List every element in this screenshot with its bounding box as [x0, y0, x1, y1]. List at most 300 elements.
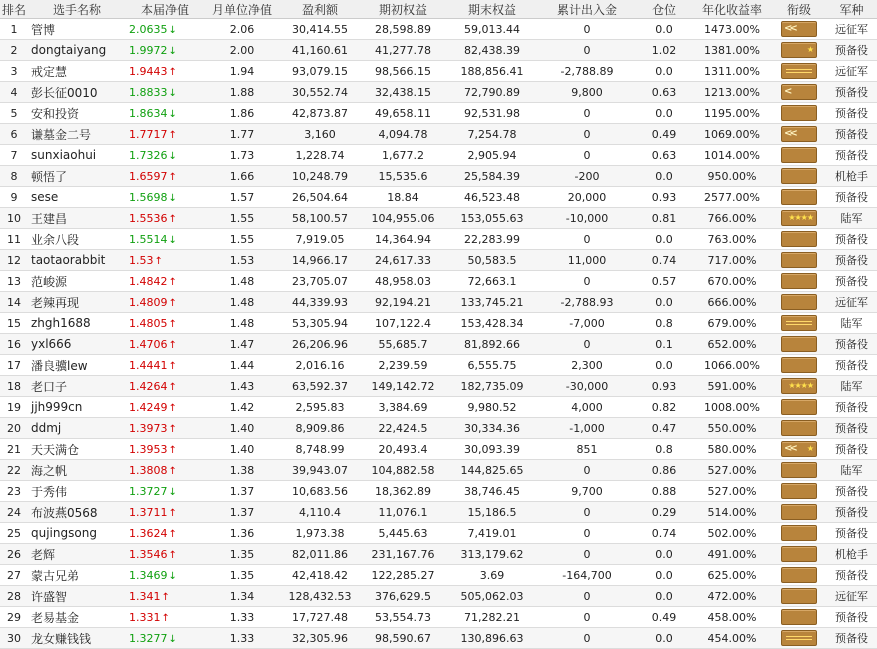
nav-value: 1.6597 — [129, 169, 168, 183]
cell-profit: 17,727.48 — [280, 607, 360, 628]
table-row[interactable] — [0, 397, 877, 418]
cell-nav — [126, 229, 204, 250]
table-row[interactable] — [0, 355, 877, 376]
cell-rank: 22 — [0, 460, 28, 481]
table-row[interactable] — [0, 418, 877, 439]
cell-player-name[interactable]: sunxiaohui — [28, 145, 126, 166]
col-monthly-nav[interactable]: 月单位净值 — [204, 0, 280, 19]
cell-player-name[interactable]: 老易基金 — [28, 607, 126, 628]
cell-player-name[interactable]: 海之帆 — [28, 460, 126, 481]
cell-position: 0.0 — [636, 166, 692, 187]
cell-branch: 预备役 — [826, 355, 877, 376]
nav-value: 1.341 — [129, 589, 161, 603]
rank-insignia-icon — [781, 273, 817, 289]
nav-value: 1.4805 — [129, 316, 168, 330]
cell-rank: 2 — [0, 40, 28, 61]
cell-annual-return: 670.00% — [692, 271, 772, 292]
cell-rank-badge — [772, 313, 826, 334]
cell-profit: 4,110.4 — [280, 502, 360, 523]
cell-position: 0.49 — [636, 124, 692, 145]
cell-player-name[interactable]: 王建昌 — [28, 208, 126, 229]
cell-rank-badge — [772, 61, 826, 82]
cell-start-equity: 107,122.4 — [360, 313, 446, 334]
cell-nav — [126, 166, 204, 187]
cell-rank-badge — [772, 502, 826, 523]
nav-value: 1.7326 — [129, 148, 168, 162]
cell-rank-badge — [772, 292, 826, 313]
cell-branch: 预备役 — [826, 103, 877, 124]
down-arrow-icon: ↓ — [168, 570, 177, 582]
cell-player-name[interactable]: zhgh1688 — [28, 313, 126, 334]
col-rank[interactable]: 排名 — [0, 0, 28, 19]
cell-player-name[interactable]: 戒定慧 — [28, 61, 126, 82]
cell-branch: 预备役 — [826, 439, 877, 460]
up-arrow-icon: ↑ — [161, 591, 170, 603]
cell-nav — [126, 82, 204, 103]
cell-profit: 58,100.57 — [280, 208, 360, 229]
nav-value: 1.53 — [129, 253, 154, 267]
cell-branch: 远征军 — [826, 586, 877, 607]
table-row[interactable] — [0, 40, 877, 61]
cell-profit: 3,160 — [280, 124, 360, 145]
col-nav[interactable]: 本届净值 — [126, 0, 204, 19]
cell-nav — [126, 187, 204, 208]
down-arrow-icon: ↓ — [168, 108, 177, 120]
table-row[interactable] — [0, 523, 877, 544]
cell-end-equity: 130,896.63 — [446, 628, 538, 649]
cell-cash-flow: -2,788.89 — [538, 61, 636, 82]
up-arrow-icon: ↑ — [168, 129, 177, 141]
cell-annual-return: 580.00% — [692, 439, 772, 460]
cell-rank: 3 — [0, 61, 28, 82]
col-end-equity[interactable]: 期末权益 — [446, 0, 538, 19]
cell-profit: 32,305.96 — [280, 628, 360, 649]
cell-end-equity: 30,334.36 — [446, 418, 538, 439]
cell-end-equity: 313,179.62 — [446, 544, 538, 565]
cell-monthly-nav: 1.86 — [204, 103, 280, 124]
nav-value: 1.3277 — [129, 631, 168, 645]
cell-start-equity: 104,882.58 — [360, 460, 446, 481]
cell-profit: 8,909.86 — [280, 418, 360, 439]
cell-monthly-nav: 1.33 — [204, 628, 280, 649]
table-row[interactable] — [0, 82, 877, 103]
col-start-equity[interactable]: 期初权益 — [360, 0, 446, 19]
cell-rank: 29 — [0, 607, 28, 628]
cell-annual-return: 766.00% — [692, 208, 772, 229]
cell-cash-flow: -200 — [538, 166, 636, 187]
cell-rank-badge — [772, 565, 826, 586]
col-position[interactable]: 仓位 — [636, 0, 692, 19]
cell-start-equity: 15,535.6 — [360, 166, 446, 187]
cell-profit: 30,552.74 — [280, 82, 360, 103]
cell-nav — [126, 586, 204, 607]
cell-position: 0.0 — [636, 628, 692, 649]
cell-branch: 预备役 — [826, 523, 877, 544]
cell-monthly-nav: 1.34 — [204, 586, 280, 607]
cell-player-name[interactable]: 布波燕0568 — [28, 502, 126, 523]
cell-cash-flow: 11,000 — [538, 250, 636, 271]
cell-profit: 63,592.37 — [280, 376, 360, 397]
cell-end-equity: 81,892.66 — [446, 334, 538, 355]
up-arrow-icon: ↑ — [168, 465, 177, 477]
nav-value: 1.3546 — [129, 547, 168, 561]
table-row[interactable] — [0, 481, 877, 502]
table-row[interactable] — [0, 439, 877, 460]
cell-position: 0.57 — [636, 271, 692, 292]
cell-start-equity: 122,285.27 — [360, 565, 446, 586]
cell-end-equity: 59,013.44 — [446, 19, 538, 40]
cell-branch: 预备役 — [826, 397, 877, 418]
cell-annual-return: 1473.00% — [692, 19, 772, 40]
nav-value: 1.4809 — [129, 295, 168, 309]
cell-player-name[interactable]: 安和投资 — [28, 103, 126, 124]
cell-rank-badge — [772, 271, 826, 292]
cell-rank-badge — [772, 607, 826, 628]
cell-position: 0.1 — [636, 334, 692, 355]
cell-annual-return: 1381.00% — [692, 40, 772, 61]
cell-end-equity: 72,663.1 — [446, 271, 538, 292]
cell-rank-badge — [772, 187, 826, 208]
cell-player-name[interactable]: 谦墓金二号 — [28, 124, 126, 145]
cell-player-name[interactable]: 范峻源 — [28, 271, 126, 292]
cell-nav — [126, 208, 204, 229]
cell-branch: 陆军 — [826, 376, 877, 397]
cell-monthly-nav: 1.88 — [204, 82, 280, 103]
cell-end-equity: 153,428.34 — [446, 313, 538, 334]
rank-insignia-icon — [781, 336, 817, 352]
cell-monthly-nav: 1.44 — [204, 355, 280, 376]
cell-player-name[interactable]: 潘良骥lew — [28, 355, 126, 376]
cell-cash-flow: 0 — [538, 124, 636, 145]
down-arrow-icon: ↓ — [168, 234, 177, 246]
cell-position: 0.0 — [636, 103, 692, 124]
table-row[interactable] — [0, 334, 877, 355]
table-row[interactable] — [0, 250, 877, 271]
nav-value: 1.4249 — [129, 400, 168, 414]
cell-profit: 42,418.42 — [280, 565, 360, 586]
cell-start-equity: 92,194.21 — [360, 292, 446, 313]
table-row[interactable] — [0, 187, 877, 208]
cell-player-name[interactable]: 天天满仓 — [28, 439, 126, 460]
cell-annual-return: 2577.00% — [692, 187, 772, 208]
table-row[interactable] — [0, 124, 877, 145]
cell-cash-flow: 20,000 — [538, 187, 636, 208]
cell-player-name[interactable]: sese — [28, 187, 126, 208]
cell-cash-flow: 2,300 — [538, 355, 636, 376]
cell-rank: 24 — [0, 502, 28, 523]
down-arrow-icon: ↓ — [168, 633, 177, 645]
cell-start-equity: 18.84 — [360, 187, 446, 208]
cell-annual-return: 950.00% — [692, 166, 772, 187]
cell-cash-flow: 0 — [538, 523, 636, 544]
cell-annual-return: 491.00% — [692, 544, 772, 565]
cell-branch: 预备役 — [826, 334, 877, 355]
cell-cash-flow: 9,700 — [538, 481, 636, 502]
cell-end-equity: 25,584.39 — [446, 166, 538, 187]
cell-rank: 13 — [0, 271, 28, 292]
nav-value: 1.5698 — [129, 190, 168, 204]
nav-value: 1.8634 — [129, 106, 168, 120]
nav-value: 1.9443 — [129, 64, 168, 78]
cell-player-name[interactable]: yxl666 — [28, 334, 126, 355]
cell-branch: 预备役 — [826, 250, 877, 271]
cell-cash-flow: -2,788.93 — [538, 292, 636, 313]
cell-monthly-nav: 1.57 — [204, 187, 280, 208]
cell-end-equity: 15,186.5 — [446, 502, 538, 523]
down-arrow-icon: ↓ — [168, 24, 177, 36]
cell-branch: 预备役 — [826, 418, 877, 439]
cell-cash-flow: -7,000 — [538, 313, 636, 334]
cell-end-equity: 6,555.75 — [446, 355, 538, 376]
nav-value: 1.3711 — [129, 505, 168, 519]
cell-rank-badge — [772, 19, 826, 40]
cell-player-name[interactable]: 老口子 — [28, 376, 126, 397]
cell-player-name[interactable]: 彭长征0010 — [28, 82, 126, 103]
cell-position: 0.63 — [636, 82, 692, 103]
cell-end-equity: 7,254.78 — [446, 124, 538, 145]
cell-annual-return: 666.00% — [692, 292, 772, 313]
cell-monthly-nav: 1.94 — [204, 61, 280, 82]
cell-end-equity: 144,825.65 — [446, 460, 538, 481]
cell-branch: 预备役 — [826, 82, 877, 103]
cell-nav — [126, 250, 204, 271]
cell-start-equity: 376,629.5 — [360, 586, 446, 607]
cell-start-equity: 149,142.72 — [360, 376, 446, 397]
cell-nav — [126, 40, 204, 61]
rank-insignia-icon — [781, 462, 817, 478]
cell-rank-badge — [772, 355, 826, 376]
cell-profit: 128,432.53 — [280, 586, 360, 607]
table-row[interactable] — [0, 166, 877, 187]
table-row[interactable] — [0, 61, 877, 82]
table-row[interactable] — [0, 460, 877, 481]
table-row[interactable] — [0, 271, 877, 292]
table-row[interactable] — [0, 208, 877, 229]
rank-insignia-icon: << ★ — [781, 441, 817, 457]
cell-position: 0.8 — [636, 439, 692, 460]
cell-cash-flow: -10,000 — [538, 208, 636, 229]
cell-rank: 19 — [0, 397, 28, 418]
table-row[interactable] — [0, 103, 877, 124]
rank-insignia-icon: < — [781, 84, 817, 100]
cell-rank-badge — [772, 250, 826, 271]
cell-start-equity: 18,362.89 — [360, 481, 446, 502]
cell-player-name[interactable]: 管博 — [28, 19, 126, 40]
nav-value: 2.0635 — [129, 22, 168, 36]
cell-annual-return: 717.00% — [692, 250, 772, 271]
table-row[interactable] — [0, 544, 877, 565]
cell-cash-flow: 9,800 — [538, 82, 636, 103]
cell-player-name[interactable]: 老辉 — [28, 544, 126, 565]
table-row[interactable] — [0, 292, 877, 313]
up-arrow-icon: ↑ — [168, 171, 177, 183]
nav-value: 1.3727 — [129, 484, 168, 498]
cell-player-name[interactable]: 顿悟了 — [28, 166, 126, 187]
cell-cash-flow: 0 — [538, 460, 636, 481]
cell-profit: 1,973.38 — [280, 523, 360, 544]
cell-monthly-nav: 1.36 — [204, 523, 280, 544]
cell-player-name[interactable]: 蒙古兄弟 — [28, 565, 126, 586]
cell-profit: 2,016.16 — [280, 355, 360, 376]
nav-value: 1.5536 — [129, 211, 168, 225]
cell-nav — [126, 460, 204, 481]
cell-end-equity: 188,856.41 — [446, 61, 538, 82]
rank-insignia-icon — [781, 399, 817, 415]
cell-rank-badge — [772, 628, 826, 649]
cell-position: 0.63 — [636, 145, 692, 166]
up-arrow-icon: ↑ — [168, 318, 177, 330]
cell-start-equity: 1,677.2 — [360, 145, 446, 166]
up-arrow-icon: ↑ — [168, 360, 177, 372]
cell-start-equity: 32,438.15 — [360, 82, 446, 103]
cell-position: 0.81 — [636, 208, 692, 229]
table-row[interactable] — [0, 145, 877, 166]
up-arrow-icon: ↑ — [168, 402, 177, 414]
down-arrow-icon: ↓ — [168, 192, 177, 204]
cell-player-name[interactable]: qujingsong — [28, 523, 126, 544]
col-cash-flow[interactable]: 累计出入金 — [538, 0, 636, 19]
cell-annual-return: 458.00% — [692, 607, 772, 628]
rank-insignia-icon — [781, 252, 817, 268]
rank-insignia-icon: ★★★★ — [781, 210, 817, 226]
cell-cash-flow: 0 — [538, 40, 636, 61]
nav-value: 1.7717 — [129, 127, 168, 141]
table-row[interactable] — [0, 565, 877, 586]
cell-branch: 预备役 — [826, 187, 877, 208]
rank-insignia-icon — [781, 147, 817, 163]
cell-player-name[interactable]: taotaorabbit — [28, 250, 126, 271]
cell-start-equity: 53,554.73 — [360, 607, 446, 628]
rank-insignia-icon — [781, 294, 817, 310]
cell-branch: 预备役 — [826, 628, 877, 649]
cell-branch: 预备役 — [826, 145, 877, 166]
cell-end-equity: 82,438.39 — [446, 40, 538, 61]
cell-player-name[interactable]: 于秀伟 — [28, 481, 126, 502]
table-row[interactable] — [0, 229, 877, 250]
table-row[interactable] — [0, 502, 877, 523]
up-arrow-icon: ↑ — [168, 444, 177, 456]
table-row[interactable] — [0, 376, 877, 397]
cell-nav — [126, 145, 204, 166]
cell-rank: 28 — [0, 586, 28, 607]
col-rank-badge[interactable]: 衔级 — [772, 0, 826, 19]
cell-player-name[interactable]: 龙女赚钱钱 — [28, 628, 126, 649]
cell-branch: 陆军 — [826, 208, 877, 229]
col-annual-return[interactable]: 年化收益率 — [692, 0, 772, 19]
nav-value: 1.4842 — [129, 274, 168, 288]
table-row[interactable] — [0, 19, 877, 40]
cell-cash-flow: 0 — [538, 19, 636, 40]
up-arrow-icon: ↑ — [168, 423, 177, 435]
cell-nav — [126, 502, 204, 523]
rank-insignia-icon — [781, 567, 817, 583]
cell-profit: 8,748.99 — [280, 439, 360, 460]
cell-rank-badge — [772, 103, 826, 124]
cell-annual-return: 514.00% — [692, 502, 772, 523]
cell-cash-flow: -1,000 — [538, 418, 636, 439]
cell-annual-return: 1311.00% — [692, 61, 772, 82]
down-arrow-icon: ↓ — [168, 150, 177, 162]
cell-player-name[interactable]: jjh999cn — [28, 397, 126, 418]
up-arrow-icon: ↑ — [168, 213, 177, 225]
rank-insignia-icon — [781, 168, 817, 184]
cell-rank: 9 — [0, 187, 28, 208]
cell-monthly-nav: 1.73 — [204, 145, 280, 166]
cell-annual-return: 454.00% — [692, 628, 772, 649]
cell-branch: 预备役 — [826, 481, 877, 502]
cell-start-equity: 2,239.59 — [360, 355, 446, 376]
cell-monthly-nav: 1.42 — [204, 397, 280, 418]
cell-branch: 预备役 — [826, 565, 877, 586]
cell-start-equity: 11,076.1 — [360, 502, 446, 523]
table-row[interactable] — [0, 607, 877, 628]
up-arrow-icon: ↑ — [168, 528, 177, 540]
cell-start-equity: 28,598.89 — [360, 19, 446, 40]
rank-insignia-icon: << — [781, 126, 817, 142]
cell-nav — [126, 292, 204, 313]
cell-monthly-nav: 1.48 — [204, 313, 280, 334]
cell-rank-badge — [772, 586, 826, 607]
col-branch[interactable]: 军种 — [826, 0, 877, 19]
cell-rank-badge — [772, 376, 826, 397]
cell-end-equity: 50,583.5 — [446, 250, 538, 271]
cell-position: 0.0 — [636, 565, 692, 586]
cell-end-equity: 38,746.45 — [446, 481, 538, 502]
cell-player-name[interactable]: 老辣再现 — [28, 292, 126, 313]
cell-branch: 远征军 — [826, 61, 877, 82]
cell-cash-flow: 0 — [538, 544, 636, 565]
col-profit[interactable]: 盈利额 — [280, 0, 360, 19]
rank-insignia-icon — [781, 231, 817, 247]
cell-end-equity: 9,980.52 — [446, 397, 538, 418]
cell-profit: 41,160.61 — [280, 40, 360, 61]
cell-rank: 30 — [0, 628, 28, 649]
cell-profit: 1,228.74 — [280, 145, 360, 166]
table-row[interactable] — [0, 586, 877, 607]
cell-profit: 42,873.87 — [280, 103, 360, 124]
cell-nav — [126, 271, 204, 292]
cell-cash-flow: 0 — [538, 145, 636, 166]
cell-start-equity: 22,424.5 — [360, 418, 446, 439]
cell-nav — [126, 61, 204, 82]
cell-monthly-nav: 1.48 — [204, 292, 280, 313]
cell-annual-return: 472.00% — [692, 586, 772, 607]
table-row[interactable] — [0, 313, 877, 334]
cell-end-equity: 2,905.94 — [446, 145, 538, 166]
cell-monthly-nav: 1.33 — [204, 607, 280, 628]
cell-start-equity: 98,566.15 — [360, 61, 446, 82]
cell-nav — [126, 481, 204, 502]
cell-monthly-nav: 1.77 — [204, 124, 280, 145]
cell-monthly-nav: 1.38 — [204, 460, 280, 481]
cell-profit: 26,504.64 — [280, 187, 360, 208]
cell-monthly-nav: 1.35 — [204, 544, 280, 565]
cell-branch: 预备役 — [826, 229, 877, 250]
cell-player-name[interactable]: 许盛智 — [28, 586, 126, 607]
cell-branch: 预备役 — [826, 124, 877, 145]
cell-start-equity: 55,685.7 — [360, 334, 446, 355]
cell-player-name[interactable]: 业余八段 — [28, 229, 126, 250]
col-name[interactable]: 选手名称 — [28, 0, 126, 19]
cell-rank: 6 — [0, 124, 28, 145]
table-row[interactable] — [0, 628, 877, 649]
cell-rank-badge — [772, 418, 826, 439]
nav-value: 1.3469 — [129, 568, 168, 582]
cell-position: 1.02 — [636, 40, 692, 61]
cell-player-name[interactable]: ddmj — [28, 418, 126, 439]
cell-annual-return: 625.00% — [692, 565, 772, 586]
cell-player-name[interactable]: dongtaiyang — [28, 40, 126, 61]
